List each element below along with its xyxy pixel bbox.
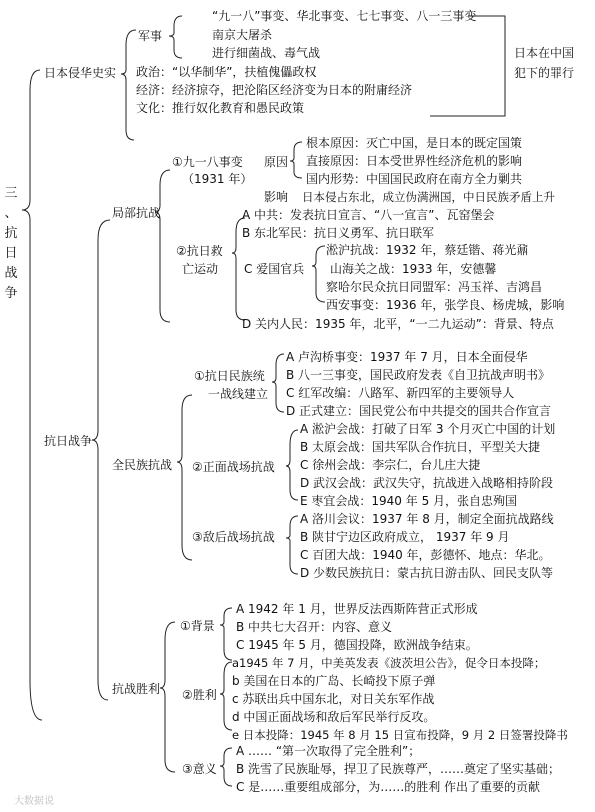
- military-item: “九一八”事变、华北事变、七七事变、八一三事变: [212, 9, 477, 23]
- crimes-label: 犯下的罪行: [514, 66, 575, 80]
- battlefield-item: E 枣宜会战：1940 年 5 月，张自忠殉国: [300, 494, 518, 508]
- section-a-title: 日本侵华史实: [44, 66, 117, 80]
- rear-item: A 洛川会议：1937 年 8 月，制定全面抗战路线: [300, 512, 554, 526]
- root-title: [4, 184, 18, 304]
- incident-year: （1931 年）: [182, 172, 253, 186]
- bg-item: A 1942 年 1 月，世界反法西斯阵营正式形成: [236, 602, 478, 616]
- front-item: D 正式建立：国民党公布中共提交的国共合作宣言: [286, 404, 552, 418]
- crimes-label: 日本在中国: [514, 46, 575, 60]
- root-char: 战: [4, 266, 18, 281]
- cause-label: 原因: [264, 155, 289, 169]
- rear-item: C 百团大战：1940 年，彭德怀、地点：华北。: [300, 548, 551, 562]
- victory-brace: [160, 622, 175, 772]
- root-brace: [22, 70, 42, 720]
- cause-item: 直接原因：日本受世界性经济危机的影响: [306, 154, 523, 168]
- rear-brace: [286, 516, 298, 574]
- military-label: 军事: [138, 29, 163, 43]
- front-title: ①抗日民族统: [194, 369, 265, 383]
- meaning-brace: [220, 748, 232, 786]
- bg-item: a1945 年 7 月，中美英发表《波茨坦公告》，促令日本投降；: [232, 656, 546, 670]
- root-char: 三: [4, 186, 18, 201]
- incident-title: ①九一八事变: [172, 155, 243, 169]
- national-brace: [177, 395, 192, 560]
- root-char: 抗: [4, 226, 18, 241]
- bg-item: B 中共七大召开：内容、意义: [236, 620, 393, 634]
- win-item: e 日本投降：1945 年 8 月 15 日宣布投降，9 月 2 日签署投降书: [232, 728, 568, 742]
- salvation-item: C 爱国官兵: [244, 262, 305, 276]
- salvation-item: B 东北军民：抗日义勇军、抗日联军: [242, 226, 435, 240]
- economy-item: 经济：经济掠夺，把沦陷区经济变为日本的附庸经济: [136, 83, 413, 97]
- victory-title: 抗战胜利: [112, 682, 161, 696]
- battlefield-item: C 徐州会战：李宗仁，台儿庄大捷: [300, 458, 481, 472]
- front-item: C 红军改编：八路军、新四军的主要领导人: [286, 386, 515, 400]
- military-brace: [169, 16, 182, 58]
- bg-item: C 1945 年 5 月，德国投降，欧洲战争结束。: [236, 638, 478, 652]
- cause-item: 根本原因：灭亡中国，是日本的既定国策: [306, 136, 523, 150]
- front-item: A 卢沟桥事变：1937 年 7 月，日本全面侵华: [286, 350, 528, 364]
- front-item: B 八一三事变，国民政府发表《自卫抗战声明书》: [286, 368, 551, 382]
- battlefield-item: B 太原会战：国共军队合作抗日，平型关大捷: [300, 440, 541, 454]
- win-item: c 苏联出兵中国东北，对日关东军作战: [232, 692, 435, 706]
- root-char: 争: [4, 286, 18, 301]
- officers-item: 山海关之战：1933 年，安德馨: [330, 262, 497, 276]
- battlefield-title: ②正面战场抗战: [192, 460, 275, 474]
- cause-brace: [290, 142, 302, 178]
- root-char: 、: [4, 206, 18, 221]
- rear-title: ③敌后战场抗战: [192, 530, 275, 544]
- salvation-item: D 关内人民：1935 年，北平，“一二九运动”：背景、特点: [242, 317, 554, 331]
- cause-item: 国内形势：中国国民政府在南方全力剿共: [306, 172, 523, 186]
- local-title: 局部抗战: [112, 206, 161, 220]
- front-brace: [272, 354, 284, 412]
- salvation-title: ②抗日救: [176, 244, 223, 258]
- meaning-item: A …… “第一次取得了完全胜利”；: [236, 744, 421, 758]
- national-title: 全民族抗战: [112, 458, 173, 472]
- win-item: d 中国正面战场和敌后军民举行反攻。: [232, 710, 436, 724]
- officers-brace: [312, 246, 325, 302]
- battlefield-item: D 武汉会战：武汉失守，抗战进入战略相持阶段: [300, 476, 554, 490]
- bg-title: ①背景: [180, 619, 215, 633]
- bg-brace: [220, 608, 232, 660]
- section-b-brace: [92, 220, 110, 700]
- officers-item: 淞沪抗战：1932 年，蔡廷锴、蒋光鼐: [326, 243, 529, 257]
- impact-item: 日本侵占东北，成立伪满洲国，中日民族矛盾上升: [302, 190, 555, 204]
- win-brace: [220, 662, 232, 730]
- officers-item: 察哈尔民众抗日同盟军：冯玉祥、吉鸿昌: [326, 280, 543, 294]
- meaning-item: C 是……重要组成部分，为……的胜利 作出了重要的贡献: [236, 780, 541, 794]
- impact-label: 影响: [264, 190, 289, 204]
- salvation-item: A 中共：发表抗日宣言、“八一宣言”、瓦窑堡会: [242, 208, 495, 222]
- officers-item: 西安事变：1936 年，张学良、杨虎城，影响: [326, 298, 565, 312]
- rear-item: B 陕甘宁边区政府成立， 1937 年 9 月: [300, 530, 510, 544]
- battlefield-item: A 淞沪会战：打破了日军 3 个月灭亡中国的计划: [300, 422, 556, 436]
- battlefield-brace: [286, 430, 298, 500]
- salvation-title: 亡运动: [182, 262, 219, 276]
- watermark: 大数据说: [14, 796, 54, 807]
- front-title: 一战线建立: [208, 387, 269, 401]
- crimes-bracket: [430, 16, 505, 116]
- rear-item: D 少数民族抗日：蒙古抗日游击队、回民支队等: [300, 566, 554, 580]
- meaning-title: ③意义: [182, 762, 217, 776]
- win-title: ②胜利: [182, 688, 217, 702]
- military-item: 南京大屠杀: [212, 28, 273, 42]
- politics-item: 政治：“以华制华”，扶植傀儡政权: [136, 65, 317, 79]
- military-item: 进行细菌战、毒气战: [212, 46, 321, 60]
- win-item: b 美国在日本的广岛、长崎投下原子弹: [232, 674, 436, 688]
- meaning-item: B 洗雪了民族耻辱，捍卫了民族尊严，……奠定了坚实基础；: [236, 762, 561, 776]
- section-b-title: 抗日战争: [44, 434, 93, 448]
- section-a-brace: [121, 30, 136, 140]
- culture-item: 文化：推行奴化教育和愚民政策: [136, 101, 305, 115]
- root-char: 日: [4, 246, 18, 261]
- local-brace: [155, 170, 170, 322]
